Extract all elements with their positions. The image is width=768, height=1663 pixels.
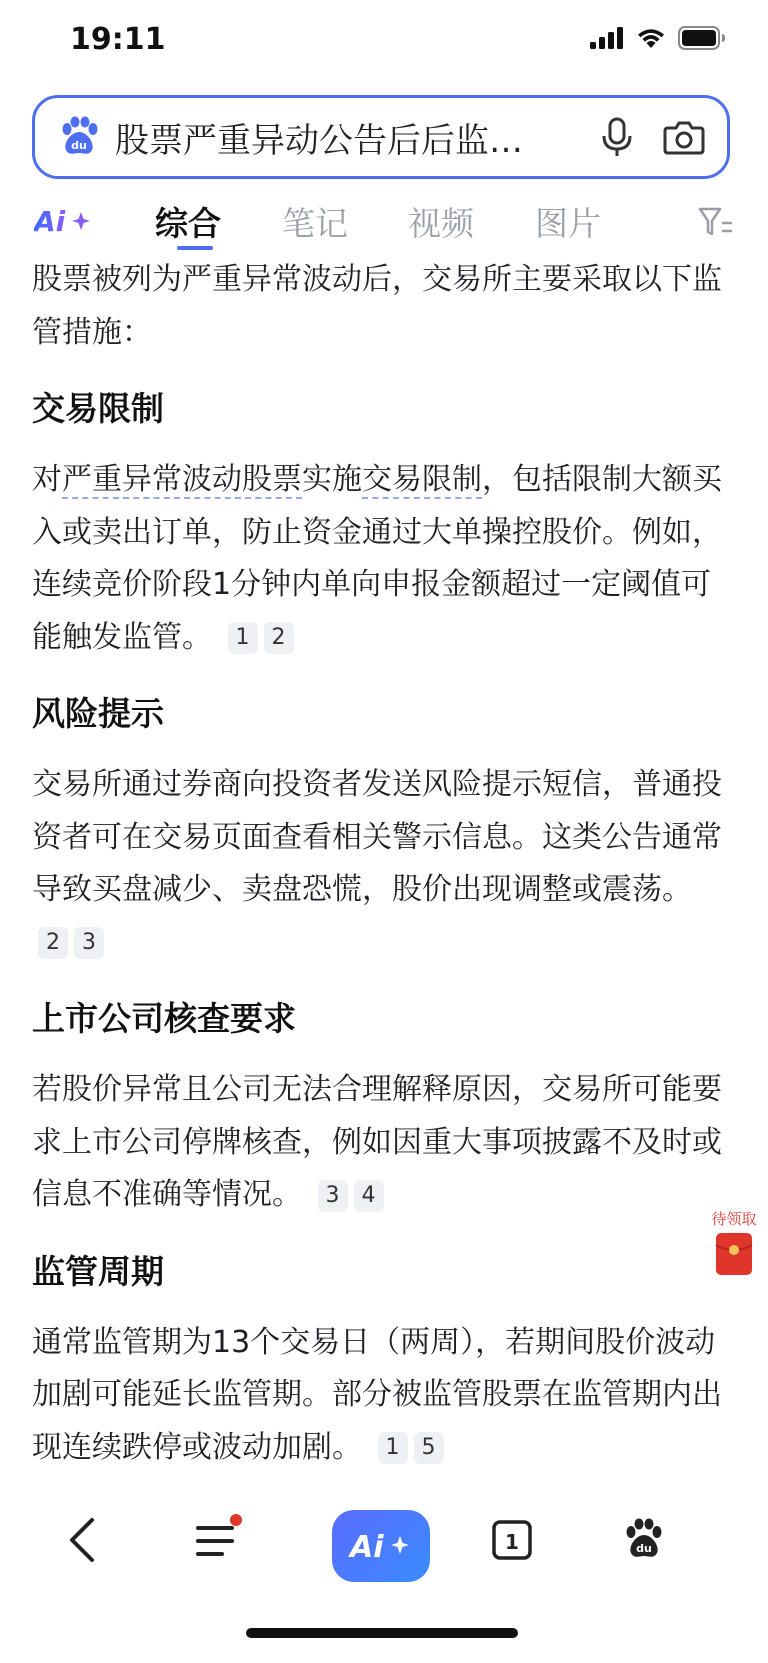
back-icon[interactable] [62,1508,102,1572]
svg-text:du: du [71,139,87,152]
citation-badge[interactable]: 4 [354,1180,384,1212]
section-text-mid: 实施 [302,462,362,497]
red-packet-label: 待领取 [711,1210,757,1228]
search-tabs [0,190,768,254]
status-icons [590,26,726,50]
section-text-risk-warning [32,759,732,969]
filter-icon[interactable] [698,206,734,238]
citation-badge[interactable]: 2 [38,927,68,959]
citation-badge[interactable]: 3 [318,1180,348,1212]
baidu-home-icon[interactable] [620,1508,668,1572]
section-text-supervision-period [32,1317,732,1475]
svg-text:du: du [636,1542,652,1555]
svg-text:Ai: Ai [350,1530,384,1565]
tab-ai[interactable] [34,204,92,242]
section-heading-risk-warning: 风险提示 [32,694,164,733]
section-text: 通常监管期为13个交易日（两周），若期间股价波动加剧可能延长监管期。部分被监管股票在监管期内出现连续跌停或波动加剧。 [32,1324,722,1465]
ai-sparkle-icon [348,1526,414,1566]
cellular-signal-icon [590,27,624,49]
red-packet-widget[interactable] [708,1208,760,1281]
svg-text:Ai: Ai [34,205,66,238]
section-text: 交易所通过券商向投资者发送风险提示短信，普通投资者可在交易页面查看相关警示信息。这类公告通常导致买盘减少、卖盘恐慌，股价出现调整或震荡。 [32,767,722,907]
red-packet-icon [714,1231,754,1277]
tab-comprehensive[interactable]: 综合 [155,204,221,243]
answer-intro: 股票被列为严重异常波动后，交易所主要采取以下监管措施： [32,262,722,350]
search-query[interactable]: 股票严重异动公告后后监… [115,120,523,161]
citation-badge[interactable]: 5 [414,1432,444,1464]
citation-badge[interactable]: 1 [228,622,258,654]
microphone-icon[interactable] [595,115,639,159]
bottom-navigation [0,1496,768,1663]
home-indicator [246,1628,518,1638]
ai-assistant-button[interactable] [332,1510,430,1582]
section-heading-supervision-period: 监管周期 [32,1251,164,1291]
section-text: 若股价异常且公司无法合理解释原因，交易所可能要求上市公司停牌核查，例如因重大事项披露不及时或信息不准确等情况。 [32,1072,722,1212]
svg-text:1: 1 [505,1530,519,1554]
term-link-abnormal-stock[interactable]: 严重异常波动股票 [62,462,302,497]
section-heading-company-review: 上市公司核查要求 [32,999,296,1038]
battery-icon [678,26,726,50]
tab-notes[interactable]: 笔记 [282,204,348,243]
wifi-icon [636,27,666,49]
citation-badge[interactable]: 2 [264,622,294,654]
ai-answer-content [32,254,732,1494]
status-bar [0,0,768,86]
tab-count-icon[interactable] [488,1508,536,1572]
section-text-pre: 对 [32,462,62,497]
term-link-trading-restriction[interactable]: 交易限制 [362,462,482,497]
search-box[interactable] [32,95,730,179]
section-text-company-review [32,1064,732,1222]
camera-icon[interactable] [661,114,707,160]
section-text-trading-restriction [32,454,732,664]
status-time: 19:11 [70,22,166,57]
tab-images[interactable]: 图片 [535,204,601,243]
active-tab-indicator [177,246,213,250]
citation-badge[interactable]: 3 [74,927,104,959]
section-text-post: ，包括限制大额买入或卖出订单，防止资金通过大单操控股价。例如，连续竞价阶段1分钟内单向申报金额超过一定阈值可能触发监管。 [32,462,722,655]
section-heading-trading-restriction: 交易限制 [32,389,164,428]
notification-dot [230,1514,242,1526]
baidu-paw-icon [57,115,101,159]
citation-badge[interactable]: 1 [378,1432,408,1464]
menu-icon[interactable] [192,1508,248,1572]
tab-videos[interactable]: 视频 [408,204,474,243]
ai-logo-icon [34,204,92,238]
